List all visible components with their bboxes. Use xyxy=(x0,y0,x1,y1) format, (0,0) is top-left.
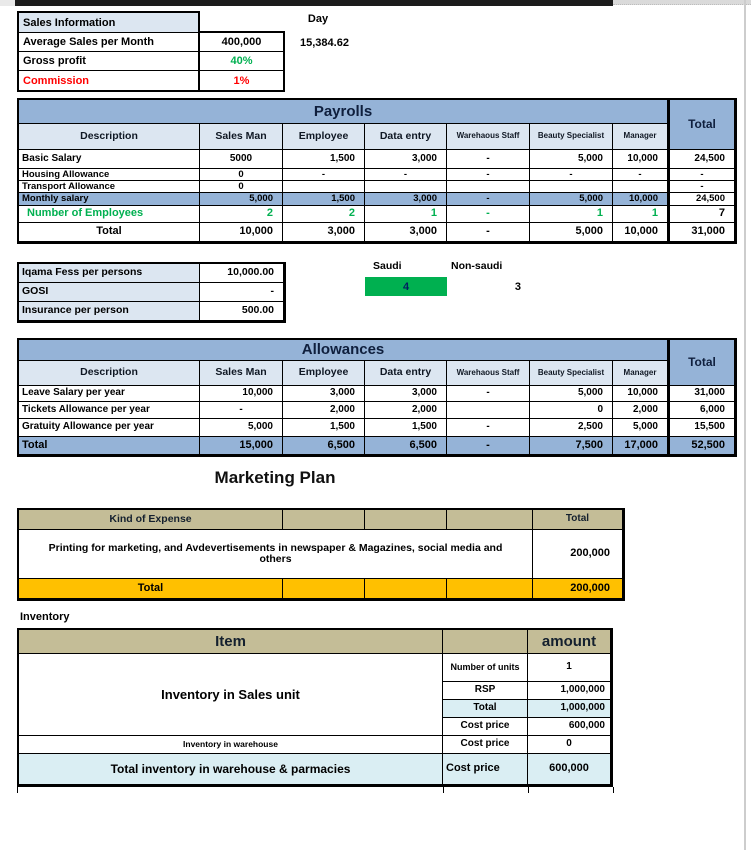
sales-info-value: 40% xyxy=(200,52,283,71)
cell: 1,500 xyxy=(283,150,365,169)
empty-header-cell xyxy=(443,630,528,654)
row-label: Iqama Fess per persons xyxy=(19,264,200,283)
expense-total: 200,000 xyxy=(533,530,623,579)
cell xyxy=(447,402,530,419)
cell: 3,000 xyxy=(365,386,447,402)
cell: - xyxy=(447,223,530,242)
nonsaudi-label: Non-saudi xyxy=(451,260,503,272)
cell: - xyxy=(447,386,530,402)
cell-total: - xyxy=(668,169,735,181)
col-header-manager: Manager xyxy=(613,124,668,150)
border-stub xyxy=(17,787,18,793)
cell-total: 31,000 xyxy=(668,223,735,242)
cell: 1,000,000 xyxy=(528,700,611,718)
cell: 1,500 xyxy=(283,193,365,206)
sales-info-value: 400,000 xyxy=(200,33,283,52)
cell: 500.00 xyxy=(200,302,284,321)
cell: 2,000 xyxy=(365,402,447,419)
cell: 15,000 xyxy=(200,437,283,455)
cell: 5,000 xyxy=(200,193,283,206)
day-value: 15,384.62 xyxy=(300,37,349,49)
cell: 3,000 xyxy=(365,223,447,242)
cell: 6,500 xyxy=(365,437,447,455)
cell-total: 24,500 xyxy=(668,193,735,206)
sales-info-header: Sales Information xyxy=(19,13,198,33)
col-header-warehouse-staff: Warehaous Staff xyxy=(447,124,530,150)
item-header: Item xyxy=(19,630,443,654)
cell: 3,000 xyxy=(365,150,447,169)
cell: - xyxy=(447,193,530,206)
cell: 3,000 xyxy=(283,223,365,242)
col-header-manager: Manager xyxy=(613,361,668,386)
cell xyxy=(613,181,668,193)
row-label: Tickets Allowance per year xyxy=(19,402,200,419)
allowances-total-header: Total xyxy=(668,340,735,386)
cell: 600,000 xyxy=(528,718,611,736)
cell: 1 xyxy=(528,654,611,682)
col-header-data-entry: Data entry xyxy=(365,361,447,386)
cell: - xyxy=(613,169,668,181)
cell: 5,000 xyxy=(530,223,613,242)
empty-cell xyxy=(283,579,365,599)
cell: 3,000 xyxy=(365,193,447,206)
cell xyxy=(530,181,613,193)
sales-info-row-label: Gross profit xyxy=(19,52,198,71)
col-header-warehouse-staff: Warehaous Staff xyxy=(447,361,530,386)
col-header-beauty-specialist: Beauty Specialist xyxy=(530,361,613,386)
marketing-table xyxy=(17,508,625,601)
cell: 10,000 xyxy=(613,193,668,206)
sales-info-row-label: Average Sales per Month xyxy=(19,33,198,52)
row-label: Cost price xyxy=(443,736,528,754)
cell-total: 24,500 xyxy=(668,150,735,169)
cell: 1 xyxy=(613,206,668,223)
cell: - xyxy=(447,150,530,169)
cell: 17,000 xyxy=(613,437,668,455)
sales-info-row-label: Commission xyxy=(19,71,198,90)
cell: 1,500 xyxy=(283,419,365,437)
kind-of-expense-header: Kind of Expense xyxy=(19,510,283,530)
cell: 1 xyxy=(365,206,447,223)
cell: 10,000 xyxy=(613,386,668,402)
cell xyxy=(365,181,447,193)
cell: - xyxy=(283,169,365,181)
cell: - xyxy=(530,169,613,181)
cell: - xyxy=(200,283,284,302)
row-label: Leave Salary per year xyxy=(19,386,200,402)
cell xyxy=(283,181,365,193)
cell: 2,500 xyxy=(530,419,613,437)
border-stub xyxy=(528,787,529,793)
cell-total: 52,500 xyxy=(668,437,735,455)
cell: 0 xyxy=(200,169,283,181)
page-edge-line xyxy=(744,0,746,850)
cell: 2 xyxy=(283,206,365,223)
payrolls-title: Payrolls xyxy=(19,100,668,124)
payrolls-total-header: Total xyxy=(668,100,735,150)
cell: 10,000.00 xyxy=(200,264,284,283)
cell: 5000 xyxy=(200,150,283,169)
cell: 6,500 xyxy=(283,437,365,455)
cell: 5,000 xyxy=(200,419,283,437)
cell: 2,000 xyxy=(613,402,668,419)
row-label: Total xyxy=(19,437,200,455)
empty-cell xyxy=(447,579,533,599)
cell: 5,000 xyxy=(530,386,613,402)
col-header-data-entry: Data entry xyxy=(365,124,447,150)
cell: 10,000 xyxy=(200,386,283,402)
total-col-header: Total xyxy=(533,510,623,530)
sales-info-value: 1% xyxy=(233,74,250,87)
cell: - xyxy=(447,437,530,455)
col-header-employee: Employee xyxy=(283,124,365,150)
cell-total: 15,500 xyxy=(668,419,735,437)
row-label: Total xyxy=(19,223,200,242)
allowances-table xyxy=(17,338,737,457)
col-header-employee: Employee xyxy=(283,361,365,386)
inventory-sales-unit-label: Inventory in Sales unit xyxy=(19,654,443,736)
col-header-sales-man: Sales Man xyxy=(200,361,283,386)
saudi-label: Saudi xyxy=(373,260,402,272)
row-label: Monthly salary xyxy=(19,193,200,206)
cell: - xyxy=(447,169,530,181)
empty-header-cell xyxy=(283,510,365,530)
row-label: Number of units xyxy=(443,654,528,682)
sales-info-values xyxy=(198,31,285,92)
inventory-table xyxy=(17,628,613,787)
inventory-section-label: Inventory xyxy=(20,611,70,623)
cell-total: 31,000 xyxy=(668,386,735,402)
row-label: Insurance per person xyxy=(19,302,200,321)
cell: 7,500 xyxy=(530,437,613,455)
row-label: Cost price xyxy=(443,754,528,785)
cell-total: - xyxy=(668,181,735,193)
empty-header-cell xyxy=(365,510,447,530)
cell: - xyxy=(200,402,283,419)
row-label: Transport Allowance xyxy=(19,181,200,193)
top-bar xyxy=(15,0,613,6)
cell: - xyxy=(447,206,530,223)
inventory-warehouse-label: Inventory in warehouse xyxy=(19,736,443,754)
cell: 10,000 xyxy=(200,223,283,242)
empty-cell xyxy=(365,579,447,599)
cell: - xyxy=(365,169,447,181)
row-label: Gratuity Allowance per year xyxy=(19,419,200,437)
row-label: GOSI xyxy=(19,283,200,302)
cell: 5,000 xyxy=(530,193,613,206)
nonsaudi-count: 3 xyxy=(514,280,521,293)
cell: 5,000 xyxy=(530,150,613,169)
marketing-total-label: Total xyxy=(19,579,283,599)
row-label: Number of Employees xyxy=(19,206,200,223)
col-header-description: Description xyxy=(19,124,200,150)
cell: 10,000 xyxy=(613,150,668,169)
cell: 1,000,000 xyxy=(528,682,611,700)
col-header-sales-man: Sales Man xyxy=(200,124,283,150)
cell: - xyxy=(447,419,530,437)
cell: 0 xyxy=(528,736,611,754)
cell: 1 xyxy=(530,206,613,223)
cell-total: 6,000 xyxy=(668,402,735,419)
cell: 0 xyxy=(200,181,283,193)
amount-header: amount xyxy=(528,630,611,654)
cell xyxy=(447,181,530,193)
cell: 3,000 xyxy=(283,386,365,402)
marketing-total-value: 200,000 xyxy=(533,579,623,599)
marketing-plan-title: Marketing Plan xyxy=(214,468,336,487)
row-label: Basic Salary xyxy=(19,150,200,169)
row-label: Cost price xyxy=(443,718,528,736)
cell: 0 xyxy=(530,402,613,419)
saudi-count-cell: 4 xyxy=(365,277,447,296)
cell: 2,000 xyxy=(283,402,365,419)
top-scroll-strip xyxy=(613,0,751,5)
day-label: Day xyxy=(307,13,329,25)
cell: 5,000 xyxy=(613,419,668,437)
cell: 10,000 xyxy=(613,223,668,242)
cell: 2 xyxy=(200,206,283,223)
payrolls-table xyxy=(17,98,737,244)
empty-header-cell xyxy=(447,510,533,530)
cell-total: 7 xyxy=(668,206,735,223)
row-label: Housing Allowance xyxy=(19,169,200,181)
col-header-beauty-specialist: Beauty Specialist xyxy=(530,124,613,150)
cell: 600,000 xyxy=(528,754,611,785)
row-label: Total xyxy=(443,700,528,718)
border-stub xyxy=(443,787,444,793)
border-stub xyxy=(613,787,614,793)
allowances-title: Allowances xyxy=(19,340,668,361)
expense-description: Printing for marketing, and Avdevertisements in newspaper & Magazines, social media and others xyxy=(19,530,533,579)
row-label: RSP xyxy=(443,682,528,700)
col-header-description: Description xyxy=(19,361,200,386)
top-left-notch xyxy=(0,0,15,6)
sales-info-table xyxy=(17,11,200,92)
cell: 1,500 xyxy=(365,419,447,437)
iqama-table xyxy=(17,262,286,323)
inventory-total-label: Total inventory in warehouse & parmacies xyxy=(19,754,443,785)
